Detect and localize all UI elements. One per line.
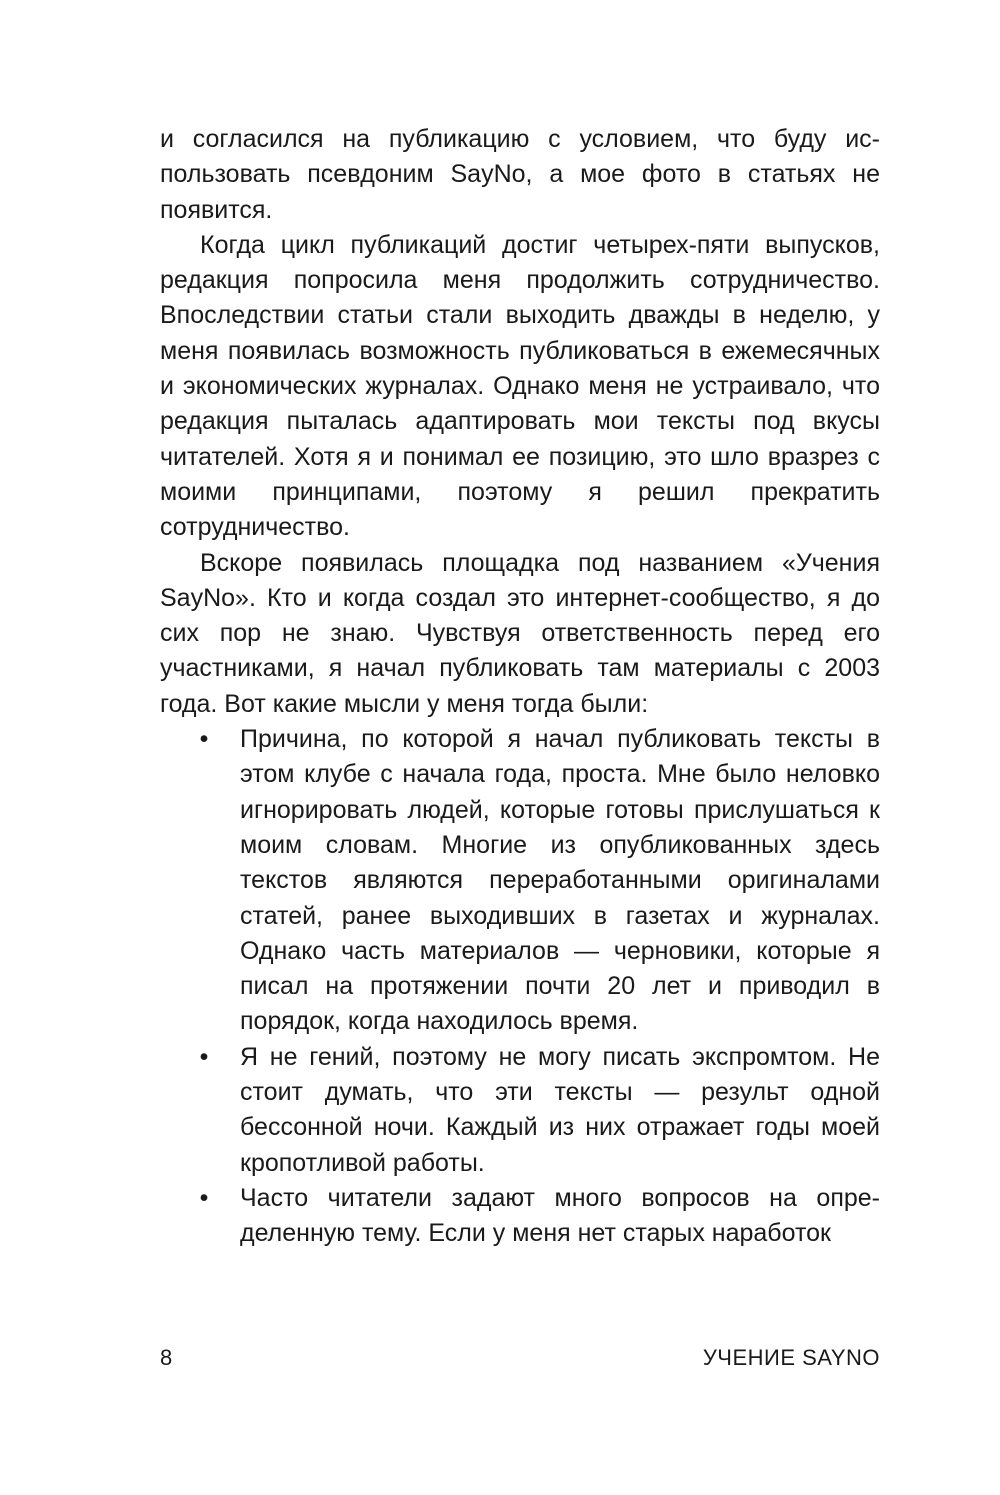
body-text bbox=[160, 122, 880, 1252]
list-item bbox=[199, 1181, 880, 1252]
page-number: 8 bbox=[160, 1345, 173, 1370]
bullet-list bbox=[160, 722, 880, 1251]
running-title: УЧЕНИЕ SAYNO bbox=[702, 1345, 880, 1370]
list-item bbox=[199, 722, 880, 1040]
page-footer bbox=[160, 1343, 880, 1373]
paragraph-continuation: и согласился на публикацию с условием, что буду использовать псевдоним SayNo, а мое фото в статьях не появится. bbox=[160, 125, 880, 224]
bullet-text: Часто читатели задают много вопросов на определенную тему. Если у меня нет старых наработок bbox=[240, 1183, 880, 1248]
bullet-icon: • bbox=[199, 1183, 209, 1212]
bullet-text: Причина, по которой я начал публиковать тексты в этом клубе с начала года, проста. Мне было неловко игнорировать людей, которые готовы прислушаться к моим словам. Многие из опубликованных здесь текстов являются переработанными оригиналами статей, ранее выходивших в газетах и журналах. Однако часть материалов — черновики, которые я писал на протяжении почти 20 лет и приводил в порядок, когда находилось время. bbox=[240, 725, 880, 1036]
bullet-icon: • bbox=[199, 725, 209, 754]
paragraph-community: Вскоре появилась площадка под названием «Учения SayNo». Кто и когда создал это интернет-сообщество, я до сих пор не знаю. Чувствуя ответственность перед его участниками, я начал публиковать там материалы с 2003 года. Вот какие мысли у меня тогда были: bbox=[160, 548, 880, 718]
bullet-text: Я не гений, поэтому не могу писать экспромтом. Не стоит думать, что эти тексты — результ одной бессонной ночи. Каждый из них отражает годы моей кропотливой работы. bbox=[240, 1042, 880, 1177]
list-item bbox=[199, 1040, 880, 1181]
bullet-icon: • bbox=[199, 1042, 209, 1071]
paragraph-editorial: Когда цикл публикаций достиг четырех-пяти выпусков, редакция попросила меня продолжить сотрудничество. Впоследствии статьи стали выходить дважды в неделю, у меня появилась возможность публиковаться в ежемесячных и экономических журналах. Однако меня не устраивало, что редакция пыталась адаптировать мои тексты под вкусы читателей. Хотя я и понимал ее позицию, это шло вразрез с моими принципами, поэтому я решил прекратить сотрудничество. bbox=[160, 230, 880, 542]
